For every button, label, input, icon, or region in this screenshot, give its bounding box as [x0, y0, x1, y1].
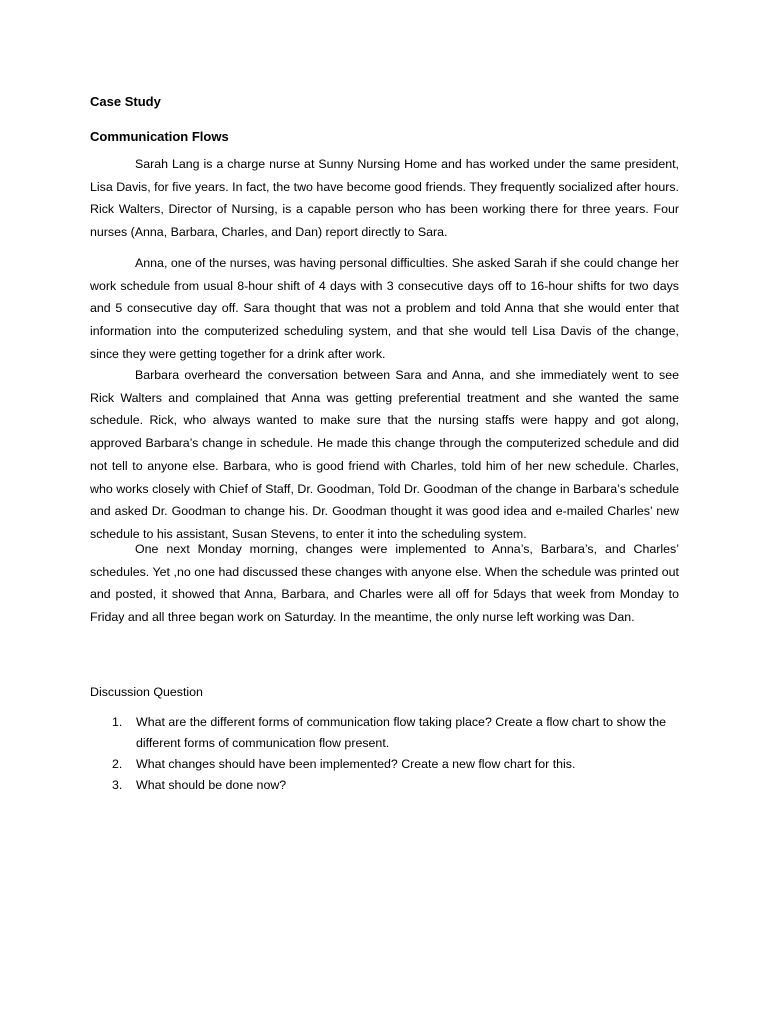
question-text: What are the different forms of communication flow taking place? Create a flow chart to show the different forms of communication flow present.: [136, 715, 667, 750]
document-subtitle: Communication Flows: [90, 129, 229, 144]
discussion-heading: Discussion Question: [90, 685, 203, 699]
question-item: [90, 754, 690, 775]
question-item: [90, 712, 690, 754]
question-item: [90, 775, 690, 796]
paragraph: Sarah Lang is a charge nurse at Sunny Nursing Home and has worked under the same president, Lisa Davis, for five years. In fact, the two have become good friends. They frequently socialized after hours. Rick Walters, Director of Nursing, is a capable person who has been working there for three years. Four nurses (Anna, Barbara, Charles, and Dan) report directly to Sara.: [90, 157, 679, 240]
question-number: 2.: [112, 757, 123, 771]
paragraph: One next Monday morning, changes were implemented to Anna’s, Barbara’s, and Charles’ schedules. Yet ,no one had discussed these changes with anyone else. When the schedule was printed out and posted, it showed that Anna, Barbara, and Charles were all off for 5days that week from Monday to Friday and all three began work on Saturday. In the meantime, the only nurse left working was Dan.: [90, 542, 679, 625]
question-text: What changes should have been implemented? Create a new flow chart for this.: [136, 757, 576, 771]
question-number: 1.: [112, 715, 123, 729]
paragraph: Barbara overheard the conversation between Sara and Anna, and she immediately went to see Rick Walters and complained that Anna was getting preferential treatment and she wanted the same schedule. Rick, who always wanted to make sure that the nursing staffs were happy and got along, approved Barbara’s change in schedule. He made this change through the computerized schedule and did not tell to anyone else. Barbara, who is good friend with Charles, told him of her new schedule. Charles, who works closely with Chief of Staff, Dr. Goodman, Told Dr. Goodman of the change in Barbara’s schedule and asked Dr. Goodman to change his. Dr. Goodman thought it was good idea and e-mailed Charles’ new schedule to his assistant, Susan Stevens, to enter it into the scheduling system.: [90, 368, 679, 541]
question-text: What should be done now?: [136, 778, 287, 792]
question-list: [90, 712, 690, 796]
document-title: Case Study: [90, 94, 161, 109]
question-number: 3.: [112, 778, 123, 792]
paragraph: Anna, one of the nurses, was having personal difficulties. She asked Sarah if she could change her work schedule from usual 8-hour shift of 4 days with 3 consecutive days off to 16-hour shifts for two days and 5 consecutive day off. Sara thought that was not a problem and told Anna that she would enter that information into the computerized scheduling system, and that she would tell Lisa Davis of the change, since they were getting together for a drink after work.: [90, 256, 679, 361]
